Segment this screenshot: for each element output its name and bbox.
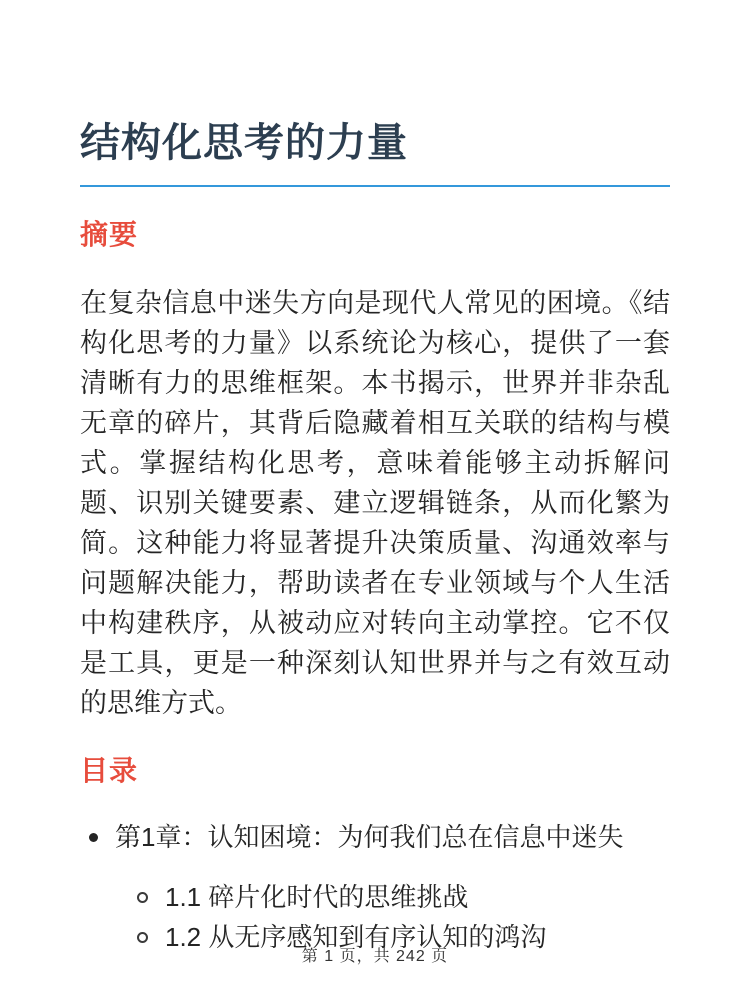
toc-section-label: 1.1 碎片化时代的思维挑战: [165, 882, 469, 912]
title-divider: [80, 185, 670, 187]
bullet-circle-icon: [137, 892, 148, 903]
page-footer: 第 1 页，共 242 页: [301, 948, 449, 965]
toc-section-label: 1.2 从无序感知到有序认知的鸿沟: [165, 922, 547, 952]
abstract-heading: 摘要: [80, 219, 139, 250]
page-title: 结构化思考的力量: [80, 121, 408, 165]
toc-chapter-item: [115, 817, 670, 957]
bullet-disc-icon: [89, 833, 98, 842]
toc-sublist: [115, 877, 670, 957]
bullet-circle-icon: [137, 932, 148, 943]
toc-section-item: [165, 877, 670, 917]
abstract-paragraph: 在复杂信息中迷失方向是现代人常见的困境。《结构化思考的力量》以系统论为核心，提供了一套清晰有力的思维框架。本书揭示，世界并非杂乱无章的碎片，其背后隐藏着相互关联的结构与模式。掌握结构化思考，意味着能够主动拆解问题、识别关键要素、建立逻辑链条，从而化繁为简。这种能力将显著提升决策质量、沟通效率与问题解决能力，帮助读者在专业领域与个人生活中构建秩序，从被动应对转向主动掌控。它不仅是工具，更是一种深刻认知世界并与之有效互动的思维方式。: [80, 288, 670, 718]
toc-chapter-label: 第1章：认知困境：为何我们总在信息中迷失: [115, 822, 624, 852]
toc-heading: 目录: [80, 755, 139, 786]
toc-list: [80, 817, 670, 957]
